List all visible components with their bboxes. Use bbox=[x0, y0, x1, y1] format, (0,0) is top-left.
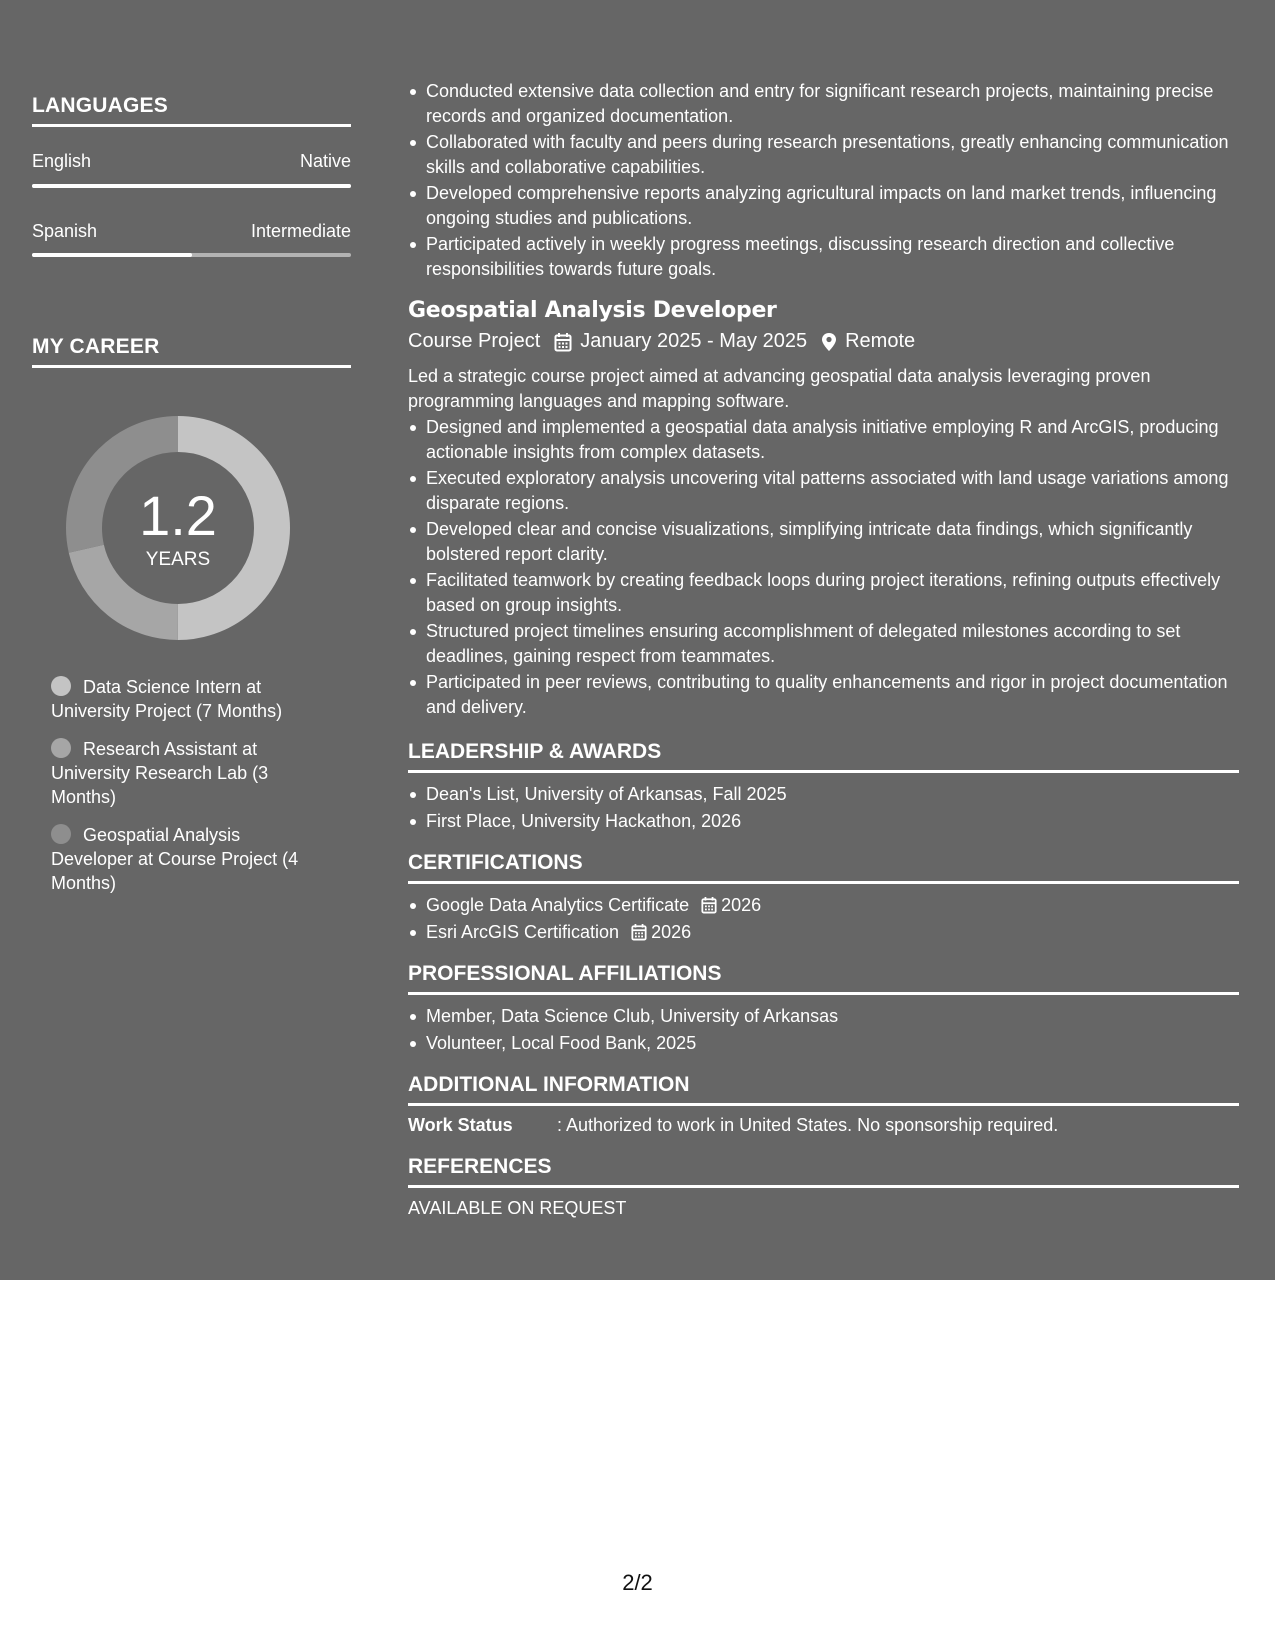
career-heading: MY CAREER bbox=[32, 335, 351, 368]
legend-dot bbox=[51, 824, 71, 844]
job-location: Remote bbox=[845, 330, 916, 352]
bullet-item: Facilitated teamwork by creating feedback loops during project iterations, refining outputs effectively based on group insights. bbox=[408, 568, 1239, 617]
career-legend-item bbox=[51, 675, 321, 723]
bullet-item: Participated in peer reviews, contributing to quality enhancements and rigor in project documentation and delivery. bbox=[408, 670, 1239, 719]
certification-name: Esri ArcGIS Certification bbox=[426, 921, 620, 942]
bullet-item: Executed exploratory analysis uncovering vital patterns associated with land usage variations among disparate regions. bbox=[408, 466, 1239, 515]
languages-heading: LANGUAGES bbox=[32, 94, 351, 127]
bullet-item: Developed clear and concise visualizations, simplifying intricate data findings, which significantly bolstered report clarity. bbox=[408, 517, 1239, 566]
certification-item bbox=[408, 920, 1239, 945]
work-status-label: Work Status bbox=[408, 1115, 513, 1135]
award-item: Dean's List, University of Arkansas, Fall 2025 bbox=[408, 782, 1239, 807]
language-name: English bbox=[32, 151, 92, 171]
bullet-item: Developed comprehensive reports analyzing agricultural impacts on land market trends, influencing ongoing studies and publications. bbox=[408, 181, 1239, 230]
calendar-icon bbox=[701, 896, 717, 914]
additional-info-heading: ADDITIONAL INFORMATION bbox=[408, 1073, 1239, 1106]
career-total bbox=[66, 416, 290, 640]
career-total-unit: YEARS bbox=[145, 549, 211, 570]
references-text: AVAILABLE ON REQUEST bbox=[408, 1198, 627, 1218]
language-level: Intermediate bbox=[250, 221, 351, 241]
language-level: Native bbox=[299, 151, 351, 171]
bullet-item: Conducted extensive data collection and entry for significant research projects, maintaining precise records and organized documentation. bbox=[408, 79, 1239, 128]
job-description: Led a strategic course project aimed at advancing geospatial data analysis leveraging proven programming languages and mapping software. bbox=[408, 366, 1151, 411]
certifications-heading: CERTIFICATIONS bbox=[408, 851, 1239, 884]
language-name: Spanish bbox=[32, 221, 98, 241]
work-status-value: : Authorized to work in United States. No sponsorship required. bbox=[557, 1115, 1059, 1135]
career-legend-item bbox=[51, 823, 321, 895]
calendar-icon bbox=[631, 923, 647, 941]
bullet-item: Structured project timelines ensuring accomplishment of delegated milestones according to set deadlines, gaining respect from teammates. bbox=[408, 619, 1239, 668]
job-meta bbox=[408, 330, 915, 353]
bullet-item: Designed and implemented a geospatial data analysis initiative employing R and ArcGIS, producing actionable insights from complex datasets. bbox=[408, 415, 1239, 464]
certification-year: 2026 bbox=[721, 895, 762, 915]
job-dates: January 2025 - May 2025 bbox=[580, 330, 808, 352]
certification-year: 2026 bbox=[651, 921, 692, 942]
affiliations-list bbox=[408, 1004, 1239, 1057]
job-title: Geospatial Analysis Developer bbox=[408, 298, 777, 323]
career-legend-item bbox=[51, 737, 321, 809]
bullet-item: Participated actively in weekly progress meetings, discussing research direction and collective responsibilities towards future goals. bbox=[408, 232, 1239, 281]
affiliation-item: Volunteer, Local Food Bank, 2025 bbox=[408, 1031, 1239, 1056]
certifications-list bbox=[408, 893, 1239, 946]
leadership-list bbox=[408, 782, 1239, 835]
job-bullets bbox=[408, 415, 1239, 721]
references-heading: REFERENCES bbox=[408, 1155, 1239, 1188]
certification-name: Google Data Analytics Certificate bbox=[426, 895, 690, 915]
language-bar-fill bbox=[32, 184, 351, 188]
page-number: 2/2 bbox=[622, 1570, 653, 1595]
language-bar-fill bbox=[32, 253, 192, 257]
language-bar-english bbox=[32, 184, 351, 188]
leadership-heading: LEADERSHIP & AWARDS bbox=[408, 740, 1239, 773]
previous-job-bullets bbox=[408, 79, 1239, 283]
career-total-value: 1.2 bbox=[139, 484, 217, 547]
certification-item bbox=[408, 893, 1239, 918]
career-legend-label: Research Assistant at University Research Lab (3 Months) bbox=[51, 739, 269, 807]
affiliations-heading: PROFESSIONAL AFFILIATIONS bbox=[408, 962, 1239, 995]
award-item: First Place, University Hackathon, 2026 bbox=[408, 809, 1239, 834]
location-pin-icon bbox=[821, 332, 837, 352]
job-org: Course Project bbox=[408, 330, 541, 352]
career-legend-label: Geospatial Analysis Developer at Course Project (4 Months) bbox=[51, 825, 299, 893]
legend-dot bbox=[51, 676, 71, 696]
calendar-icon bbox=[554, 332, 572, 352]
career-legend-label: Data Science Intern at University Project (7 Months) bbox=[51, 677, 283, 721]
bullet-item: Collaborated with faculty and peers during research presentations, greatly enhancing communication skills and collaborative capabilities. bbox=[408, 130, 1239, 179]
language-bar-spanish bbox=[32, 253, 351, 257]
legend-dot bbox=[51, 738, 71, 758]
affiliation-item: Member, Data Science Club, University of Arkansas bbox=[408, 1004, 1239, 1029]
